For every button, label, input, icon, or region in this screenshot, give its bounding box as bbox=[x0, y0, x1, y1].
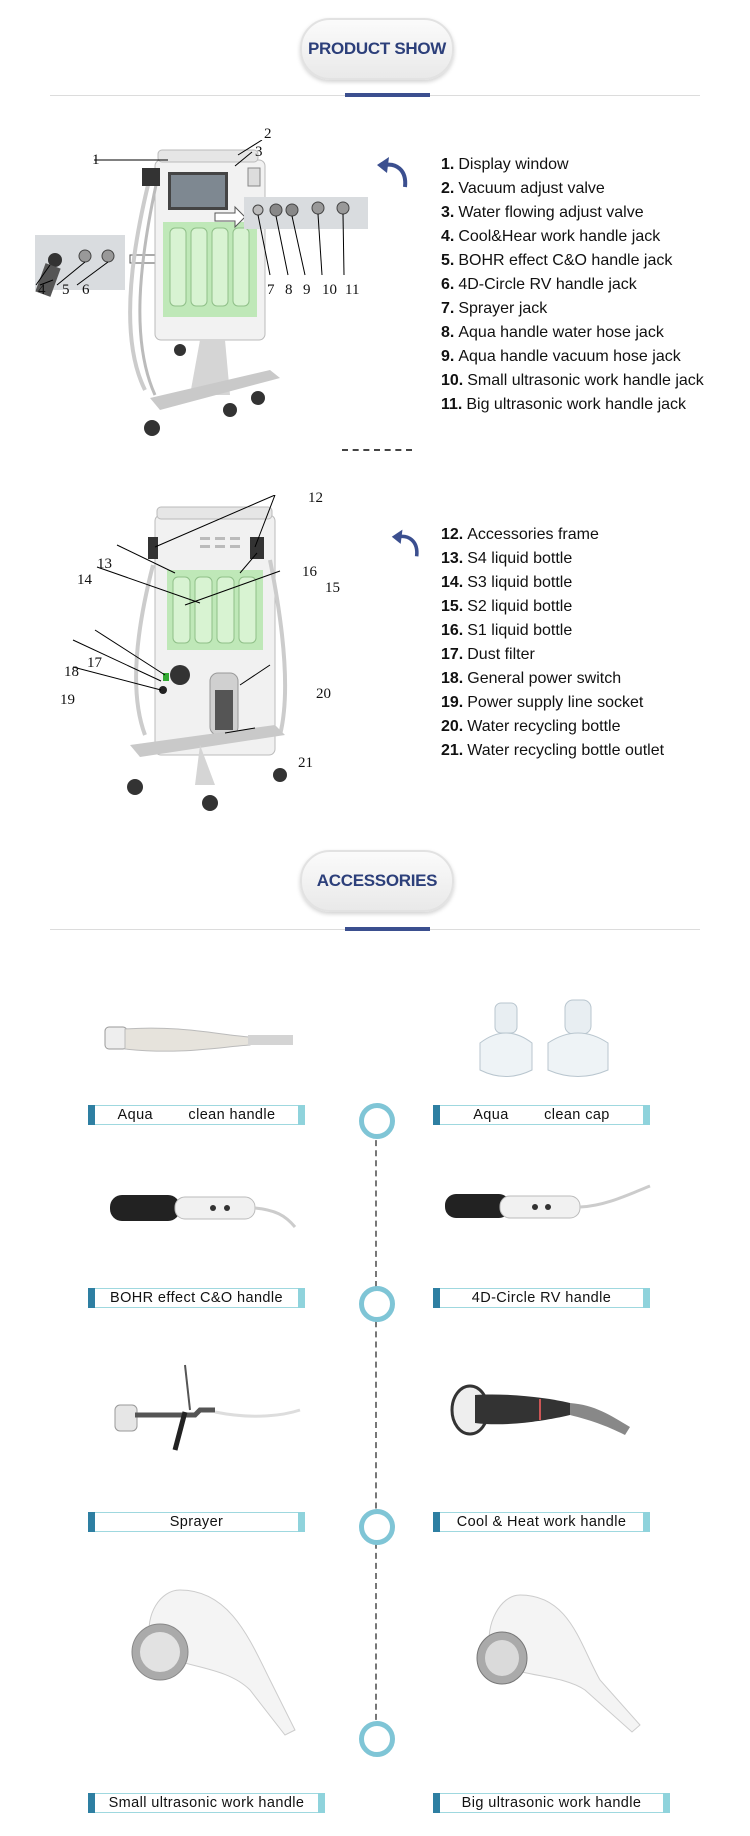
list-item: 20. Water recycling bottle bbox=[441, 718, 621, 735]
list-item: 17. Dust filter bbox=[441, 646, 535, 663]
list-item: 4. Cool&Hear work handle jack bbox=[441, 228, 661, 245]
callout-16: 16 bbox=[302, 564, 317, 580]
features-list-top bbox=[441, 153, 704, 417]
accessory-label: BOHR effect C&O handle bbox=[88, 1288, 305, 1308]
list-item: 3. Water flowing adjust valve bbox=[441, 204, 644, 221]
callout-5: 5 bbox=[62, 282, 70, 298]
cool-heat-handle-image bbox=[445, 1375, 645, 1445]
list-item: 21. Water recycling bottle outlet bbox=[441, 742, 665, 759]
callout-3: 3 bbox=[255, 144, 263, 160]
aqua-clean-handle-image bbox=[100, 1015, 300, 1065]
bohr-handle-image bbox=[105, 1185, 305, 1235]
timeline-ring bbox=[359, 1286, 395, 1322]
big-ultrasonic-handle-image bbox=[460, 1590, 650, 1740]
callout-12: 12 bbox=[308, 490, 323, 506]
callout-6: 6 bbox=[82, 282, 90, 298]
timeline-ring bbox=[359, 1721, 395, 1757]
list-item: 2. Vacuum adjust valve bbox=[441, 180, 605, 197]
callout-7: 7 bbox=[267, 282, 275, 298]
accent-bar bbox=[345, 927, 430, 931]
timeline-ring bbox=[359, 1103, 395, 1139]
list-item: 10. Small ultrasonic work handle jack bbox=[441, 372, 704, 389]
accessory-label: Small ultrasonic work handle bbox=[88, 1793, 325, 1813]
list-item: 13. S4 liquid bottle bbox=[441, 550, 573, 567]
accessory-label: 4D-Circle RV handle bbox=[433, 1288, 650, 1308]
callout-4: 4 bbox=[38, 282, 46, 298]
accessories-title-pill bbox=[300, 850, 454, 912]
list-item: 6. 4D-Circle RV handle jack bbox=[441, 276, 637, 293]
list-item: 7. Sprayer jack bbox=[441, 300, 548, 317]
accessory-label: Big ultrasonic work handle bbox=[433, 1793, 670, 1813]
list-item: 19. Power supply line socket bbox=[441, 694, 644, 711]
timeline-ring bbox=[359, 1509, 395, 1545]
curved-arrow-icon bbox=[390, 527, 422, 559]
callout-2: 2 bbox=[264, 126, 272, 142]
callout-11: 11 bbox=[345, 282, 360, 298]
callout-19: 19 bbox=[60, 692, 75, 708]
product-show-title-pill bbox=[300, 18, 454, 80]
accent-bar bbox=[345, 93, 430, 97]
accessory-label: Sprayer bbox=[88, 1512, 305, 1532]
callout-18: 18 bbox=[64, 664, 79, 680]
product-show-title: PRODUCT SHOW bbox=[307, 39, 447, 58]
list-item: 1. Display window bbox=[441, 156, 569, 173]
list-item: 11. Big ultrasonic work handle jack bbox=[441, 396, 687, 413]
callout-15: 15 bbox=[325, 580, 340, 596]
list-item: 9. Aqua handle vacuum hose jack bbox=[441, 348, 681, 365]
callout-14: 14 bbox=[77, 572, 92, 588]
sprayer-image bbox=[105, 1360, 305, 1455]
callout-21: 21 bbox=[298, 755, 313, 771]
list-item: 8. Aqua handle water hose jack bbox=[441, 324, 664, 341]
list-item: 14. S3 liquid bottle bbox=[441, 574, 573, 591]
aqua-clean-cap-image bbox=[470, 998, 620, 1083]
callout-17: 17 bbox=[87, 655, 102, 671]
callout-9: 9 bbox=[303, 282, 311, 298]
timeline-line bbox=[375, 1120, 377, 1740]
list-item: 12. Accessories frame bbox=[441, 526, 599, 543]
features-list-bottom bbox=[441, 523, 664, 763]
small-ultrasonic-handle-image bbox=[120, 1580, 310, 1740]
list-item: 16. S1 liquid bottle bbox=[441, 622, 573, 639]
accessory-label: Cool & Heat work handle bbox=[433, 1512, 650, 1532]
curved-arrow-icon bbox=[375, 155, 411, 189]
accessory-label: Aqua clean handle bbox=[88, 1105, 305, 1125]
callout-13: 13 bbox=[97, 556, 112, 572]
accessory-label: Aqua clean cap bbox=[433, 1105, 650, 1125]
callout-8: 8 bbox=[285, 282, 293, 298]
callout-10: 10 bbox=[322, 282, 337, 298]
list-item: 15. S2 liquid bottle bbox=[441, 598, 573, 615]
callout-1: 1 bbox=[92, 152, 100, 168]
dashed-separator bbox=[342, 449, 412, 451]
list-item: 18. General power switch bbox=[441, 670, 622, 687]
4d-circle-handle-image bbox=[440, 1180, 660, 1230]
callout-20: 20 bbox=[316, 686, 331, 702]
list-item: 5. BOHR effect C&O handle jack bbox=[441, 252, 673, 269]
machine-front-illustration bbox=[30, 140, 430, 450]
accessories-title: ACCESSORIES bbox=[316, 871, 438, 890]
